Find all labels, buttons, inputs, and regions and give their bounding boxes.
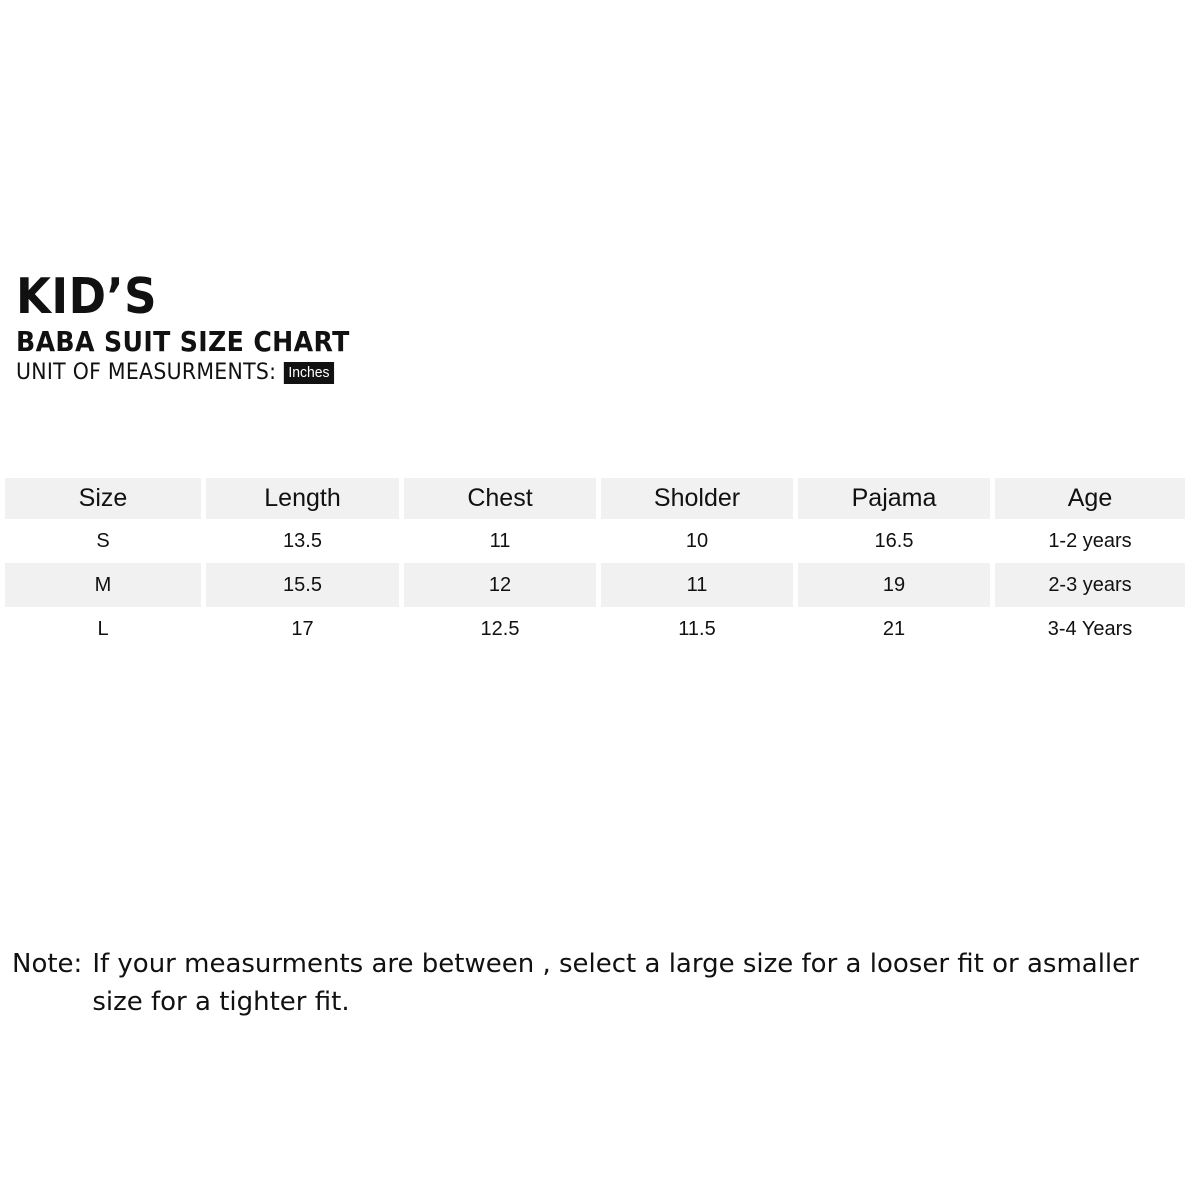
table-row <box>3 607 1188 651</box>
cell-length: 13.5 <box>204 519 402 563</box>
note-text: If your measurments are between , select a large size for a looser fit or asmaller size for a tighter fit. <box>92 949 1139 1017</box>
cell-size: S <box>3 519 204 563</box>
cell-chest: 12.5 <box>402 607 599 651</box>
cell-chest: 12 <box>402 563 599 607</box>
table-row <box>3 519 1188 563</box>
cell-size: M <box>3 563 204 607</box>
unit-badge: Inches <box>284 362 334 384</box>
note-label: Note: <box>12 949 83 979</box>
cell-age: 3-4 Years <box>993 607 1188 651</box>
note-block <box>12 945 1192 1021</box>
page-title: KID’S <box>16 268 158 325</box>
cell-pajama: 16.5 <box>796 519 993 563</box>
size-chart-table-wrapper <box>0 478 1185 651</box>
page-subtitle: BABA SUIT SIZE CHART <box>16 325 350 358</box>
column-header-sholder: Sholder <box>599 478 796 519</box>
table-header-row <box>3 478 1188 519</box>
cell-pajama: 21 <box>796 607 993 651</box>
chart-heading-block <box>16 268 916 385</box>
size-chart-table <box>0 478 1190 651</box>
cell-age: 2-3 years <box>993 563 1188 607</box>
table-row <box>3 563 1188 607</box>
column-header-length: Length <box>204 478 402 519</box>
cell-pajama: 19 <box>796 563 993 607</box>
column-header-age: Age <box>993 478 1188 519</box>
unit-label: UNIT OF MEASURMENTS: <box>16 360 277 385</box>
cell-chest: 11 <box>402 519 599 563</box>
cell-sholder: 10 <box>599 519 796 563</box>
cell-sholder: 11.5 <box>599 607 796 651</box>
cell-length: 15.5 <box>204 563 402 607</box>
column-header-chest: Chest <box>402 478 599 519</box>
unit-of-measurement-row <box>16 361 853 385</box>
cell-sholder: 11 <box>599 563 796 607</box>
cell-length: 17 <box>204 607 402 651</box>
column-header-pajama: Pajama <box>796 478 993 519</box>
cell-age: 1-2 years <box>993 519 1188 563</box>
column-header-size: Size <box>3 478 204 519</box>
cell-size: L <box>3 607 204 651</box>
